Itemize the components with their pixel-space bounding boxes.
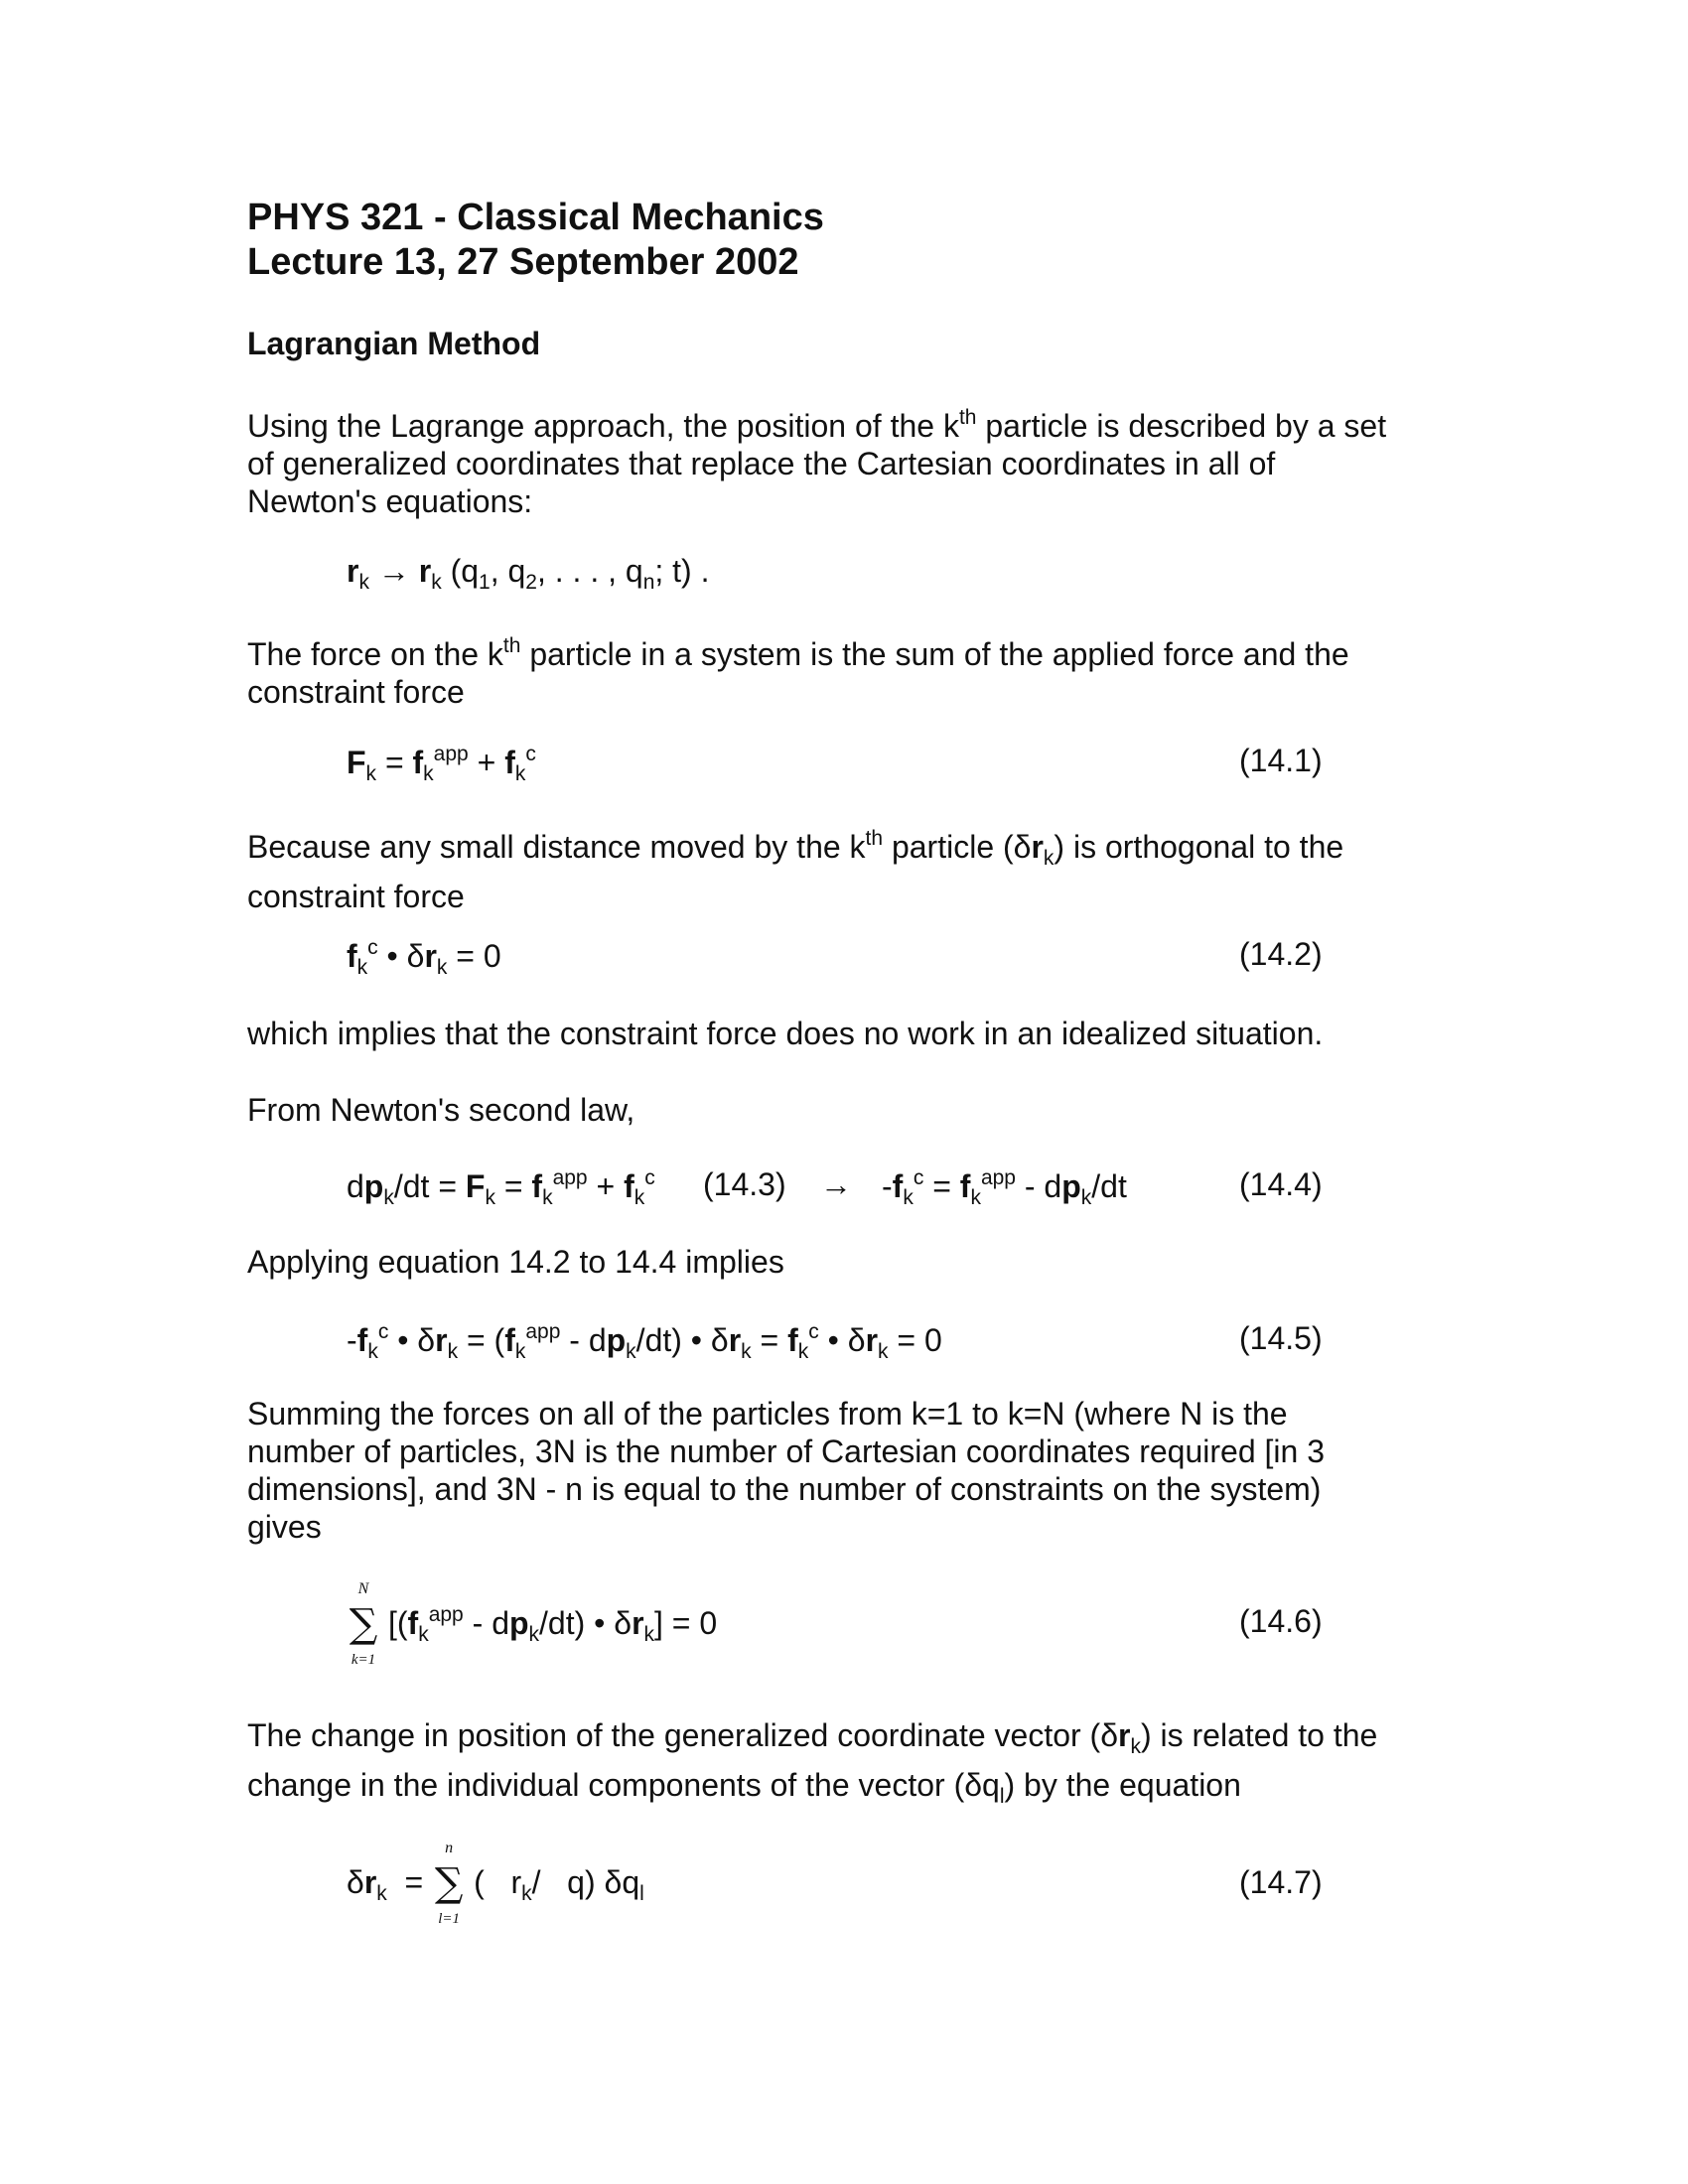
arrow-icon: → (820, 1166, 852, 1202)
coordinate-mapping: $r_k \to r_k$ ($q_1$, $q_2$, . . . , $q_n$; t) . (347, 553, 710, 594)
paragraph-line: The force on the $k^{th}$ particle in a system is the sum of the applied force and the (247, 634, 1349, 672)
paragraph-line: constraint force (247, 879, 465, 914)
paragraph-intro (247, 399, 1459, 520)
equation-number: (14.2) (1239, 936, 1323, 972)
paragraph-line: change in the individual components of the vector $(\delta q_l)$ by the equation (247, 1767, 1241, 1808)
paragraph-change (247, 1716, 1459, 1816)
equation-number: (14.3) (703, 1166, 786, 1202)
document-title (247, 196, 1459, 285)
paragraph-line: Summing the forces on all of the particles from k=1 to k=N (where N is the (247, 1396, 1288, 1432)
paragraph-line: constraint force (247, 674, 465, 710)
paragraph-line: Newton's equations: (247, 483, 533, 519)
paragraph-newton: From Newton's second law, (247, 1092, 635, 1128)
equation-number: (14.7) (1239, 1864, 1323, 1900)
paragraph-summing (247, 1395, 1459, 1546)
equation-14-1: $F_k = f_k^{app} + f_k^c$ (347, 743, 536, 785)
paragraph-line: Using the Lagrange approach, the position of the $k^{th}$ particle is described by a set (247, 406, 1387, 444)
title-course: PHYS 321 - Classical Mechanics (247, 197, 824, 238)
paragraph-no-work: which implies that the constraint force does no work in an idealized situation. (247, 1016, 1324, 1051)
equation-14-5: $-f_k^c$ • $\delta r_k = (f_k^{app} - dp_k/dt)$ • $\delta r_k = f_k^c$ • $\delta r_k = 0$ (347, 1320, 942, 1363)
paragraph-applying: Applying equation 14.2 to 14.4 implies (247, 1244, 784, 1280)
paragraph-line: Because any small distance moved by the $k^{th}$ particle $(\delta r_k)$ is orthogonal to the (247, 827, 1344, 870)
equation-14-6: N ∑ k=1 [$(f_k^{app} - dp_k/dt)$ • $\delta r_k] = 0$ (347, 1603, 717, 1647)
equation-14-3: $dp_k/dt = F_k = f_k^{app} + f_k^c$ (347, 1166, 655, 1209)
title-lecture: Lecture 13, 27 September 2002 (247, 241, 799, 283)
equation-number: (14.1) (1239, 743, 1323, 778)
equation-number: (14.4) (1239, 1166, 1323, 1202)
equation-14-2: $f_k^c$ • $\delta r_k = 0$ (347, 936, 501, 979)
equation-number: (14.5) (1239, 1320, 1323, 1356)
paragraph-orthogonal (247, 820, 1459, 915)
summation-symbol: n ∑ l=1 (434, 1839, 464, 1927)
section-heading: Lagrangian Method (247, 326, 541, 361)
paragraph-line: The change in position of the generalized coordinate vector $(\delta r_k)$ is related to the (247, 1717, 1378, 1758)
equation-14-4: $-f_k^c = f_k^{app} - dp_k/dt$ (882, 1166, 1127, 1209)
summation-symbol: N ∑ k=1 (349, 1579, 378, 1668)
paragraph-line: gives (247, 1509, 322, 1545)
equation-14-7: $\delta r_k$ = n ∑ l=1 ( $r_k/$ q) $\delta q_l$ (347, 1839, 644, 1927)
paragraph-force (247, 627, 1459, 711)
paragraph-line: number of particles, 3N is the number of Cartesian coordinates required [in 3 (247, 1433, 1325, 1469)
paragraph-line: of generalized coordinates that replace the Cartesian coordinates in all of (247, 446, 1276, 481)
paragraph-line: dimensions], and 3N - n is equal to the number of constraints on the system) (247, 1471, 1322, 1507)
equation-number: (14.6) (1239, 1603, 1323, 1639)
